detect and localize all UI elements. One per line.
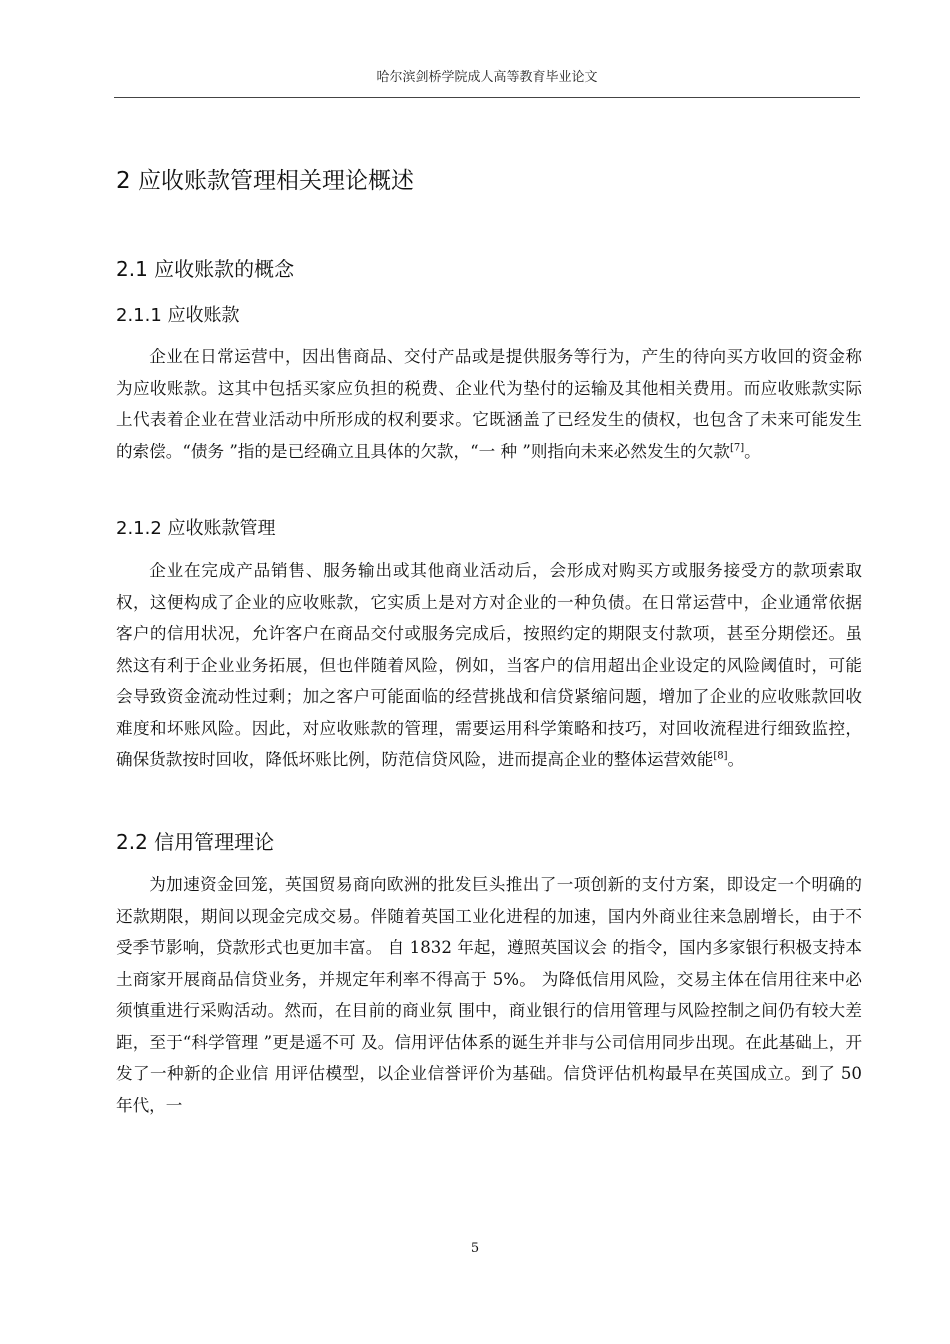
paragraph-2-1-2 [116, 555, 862, 776]
chapter-title: 2 应收账款管理相关理论概述 [116, 168, 414, 194]
citation: [8] [713, 750, 728, 762]
running-header: 哈尔滨剑桥学院成人高等教育毕业论文 [376, 70, 598, 85]
paragraph-end: 。 [744, 441, 761, 461]
paragraph-text: 为加速资金回笼，英国贸易商向欧洲的批发巨头推出了一项创新的支付方案，即设定一个明确的还款期限，期间以现金完成交易。伴随着英国工业化进程的加速，国内外商业往来急剧增长，由于不受季节影响，贷款形式也更加丰富。 自 1832 年起，遵照英国议会 的指令，国内多家银行积极支持本土商家开展商品信贷业务，并规定年利率不得高于 5%。 为降低信用风险，交易主体在信用往来中必须慎重进行采购活动。然而，在目前的商业氛 围中，商业银行的信用管理与风险控制之间仍有较大差距，至于“科学管理 ”更是遥不可 及。信用评估体系的诞生并非与公司信用同步出现。在此基础上，开发了一种新的企业信 用评估模型，以企业信誉评价为基础。信贷评估机构最早在英国成立。到了 50 年代，一 [116, 875, 862, 1115]
paragraph-2-1-1 [116, 341, 862, 467]
subsection-title-2-1-2: 2.1.2 应收账款管理 [116, 518, 276, 539]
section-title-2-1: 2.1 应收账款的概念 [116, 257, 295, 281]
paragraph-text: 企业在日常运营中，因出售商品、交付产品或是提供服务等行为，产生的待向买方收回的资金称为应收账款。这其中包括买家应负担的税费、企业代为垫付的运输及其他相关费用。而应收账款实际上代表着企业在营业活动中所形成的权利要求。它既涵盖了已经发生的债权，也包含了未来可能发生的索偿。“债务 ”指的是已经确立且具体的欠款，“一 种 ”则指向未来必然发生的欠款 [116, 347, 862, 461]
citation: [7] [729, 441, 745, 453]
header-rule [114, 97, 860, 98]
paragraph-2-2 [116, 869, 862, 1121]
paragraph-end: 。 [727, 750, 745, 769]
paragraph-text: 企业在完成产品销售、服务输出或其他商业活动后，会形成对购买方或服务接受方的款项索取权，这便构成了企业的应收账款，它实质上是对方对企业的一种负债。在日常运营中，企业通常依据客户的信用状况，允许客户在商品交付或服务完成后，按照约定的期限支付款项，甚至分期偿还。虽然这有利于企业业务拓展，但也伴随着风险，例如，当客户的信用超出企业设定的风险阈值时，可能会导致资金流动性过剩；加之客户可能面临的经营挑战和信贷紧缩问题，增加了企业的应收账款回收难度和坏账风险。因此，对应收账款的管理，需要运用科学策略和技巧，对回收流程进行细致监控，确保货款按时回收，降低坏账比例，防范信贷风险，进而提高企业的整体运营效能 [116, 561, 862, 769]
page-number: 5 [470, 1241, 480, 1256]
subsection-title-2-1-1: 2.1.1 应收账款 [116, 305, 240, 326]
section-title-2-2: 2.2 信用管理理论 [116, 830, 275, 854]
